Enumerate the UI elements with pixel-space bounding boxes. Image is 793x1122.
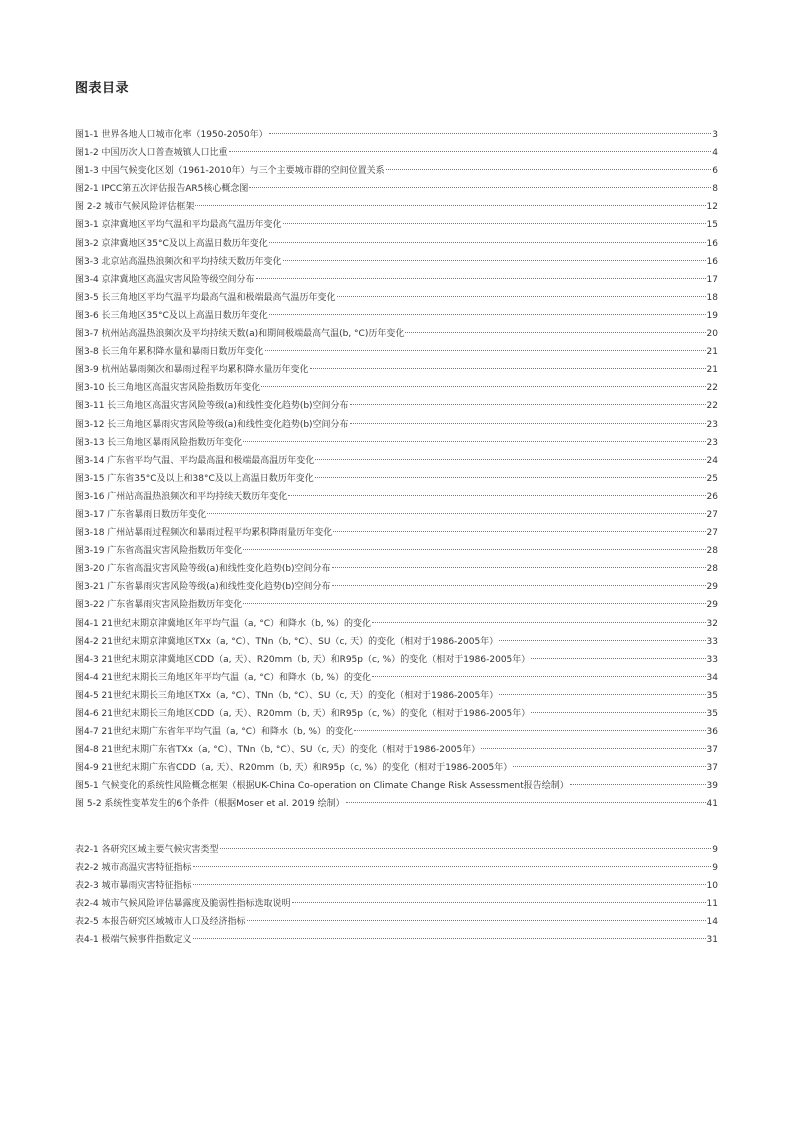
toc-entry-label: 图4-6 21世纪末期长三角地区CDD（a, 天）、R20mm（b, 天）和R95p（c, %）的变化（相对于1986-2005年）: [75, 709, 531, 719]
dot-leader: [195, 205, 705, 206]
toc-entry-page-number: 35: [706, 690, 718, 701]
toc-entry-page-number: 20: [706, 329, 718, 340]
dot-leader: [346, 802, 706, 803]
dot-leader: [531, 712, 705, 713]
dot-leader: [372, 622, 706, 623]
toc-entry-label: 图 2-2 城市气候风险评估框架: [75, 202, 195, 213]
toc-entry-label: 图 5-2 系统性变革发生的6个条件（根据Moser et al. 2019 绘制）: [75, 799, 345, 810]
toc-entry-label: 图4-3 21世纪末期京津冀地区CDD（a, 天）、R20mm（b, 天）和R95p（c, %）的变化（相对于1986-2005年）: [75, 654, 531, 665]
table-toc-entry[interactable]: [75, 931, 718, 949]
toc-entry-page-number: 34: [706, 672, 718, 683]
toc-entry-label: 图3-10 长三角地区高温灾害风险指数历年变化: [75, 383, 261, 394]
dot-leader: [256, 278, 706, 279]
dot-leader: [350, 404, 706, 405]
toc-entry-label: 图3-7 杭州站高温热浪频次及平均持续天数(a)和期间极端最高气温(b, °C)历年变化: [75, 329, 405, 340]
table-toc-entry[interactable]: [75, 895, 718, 913]
toc-entry-label: 图5-1 气候变化的系统性风险概念框架（根据UK-China Co-operation on Climate Change Risk Assessment报告绘制）: [75, 781, 569, 792]
toc-entry-label: 表2-2 城市高温灾害特征指标: [75, 863, 192, 874]
toc-entry-label: 图3-3 北京站高温热浪频次和平均持续天数历年变化: [75, 256, 282, 267]
figure-toc-entry[interactable]: [75, 144, 718, 162]
dot-leader: [229, 151, 712, 152]
dot-leader: [531, 658, 705, 659]
dot-leader: [269, 242, 706, 243]
toc-entry-label: 图3-2 京津冀地区35°C及以上高温日数历年变化: [75, 238, 268, 249]
toc-entry-label: 图4-7 21世纪末期广东省年平均气温（a, °C）和降水（b, %）的变化: [75, 727, 354, 738]
toc-entry-page-number: 37: [706, 745, 718, 756]
figure-toc-entry[interactable]: [75, 325, 718, 343]
dot-leader: [315, 459, 705, 460]
dot-leader: [288, 495, 705, 496]
toc-entry-label: 图3-1 京津冀地区平均气温和平均最高气温历年变化: [75, 220, 282, 231]
dot-leader: [499, 640, 705, 641]
dot-leader: [332, 585, 706, 586]
toc-entry-page-number: 27: [706, 509, 718, 520]
toc-entry-label: 图3-14 广东省平均气温、平均最高温和极端最高温历年变化: [75, 455, 315, 466]
toc-entry-label: 图3-20 广东省高温灾害风险等级(a)和线性变化趋势(b)空间分布: [75, 564, 331, 575]
toc-entry-page-number: 31: [706, 935, 718, 946]
figure-toc-entry[interactable]: [75, 271, 718, 289]
dot-leader: [513, 766, 705, 767]
toc-entry-page-number: 12: [706, 202, 718, 213]
toc-entry-page-number: 6: [712, 166, 718, 177]
toc-entry-page-number: 4: [712, 148, 718, 159]
toc-entry-page-number: 29: [706, 600, 718, 611]
toc-entry-label: 图3-21 广东省暴雨灾害风险等级(a)和线性变化趋势(b)空间分布: [75, 582, 331, 593]
toc-entry-label: 图3-15 广东省35°C及以上和38°C及以上高温日数历年变化: [75, 473, 314, 484]
dot-leader: [333, 531, 705, 532]
toc-entry-page-number: 14: [706, 917, 718, 928]
toc-entry-label: 图4-2 21世纪末期京津冀地区TXx（a, °C）、TNn（b, °C）、SU（c, 天）的变化（相对于1986-2005年）: [75, 636, 499, 647]
toc-entry-page-number: 39: [706, 781, 718, 792]
toc-entry-label: 图4-8 21世纪末期广东省TXx（a, °C）、TNn（b, °C）、SU（c, 天）的变化（相对于1986-2005年）: [75, 745, 481, 756]
toc-entry-label: 图3-4 京津冀地区高温灾害风险等级空间分布: [75, 274, 255, 285]
toc-entry-page-number: 23: [706, 419, 718, 430]
table-toc-entry[interactable]: [75, 841, 718, 859]
figure-toc-entry[interactable]: [75, 416, 718, 434]
toc-entry-label: 图1-2 中国历次人口普查城镇人口比重: [75, 148, 228, 159]
table-toc-entry[interactable]: [75, 859, 718, 877]
dot-leader: [243, 603, 705, 604]
figure-toc-entry[interactable]: [75, 253, 718, 271]
figure-toc-entry[interactable]: [75, 506, 718, 524]
toc-entry-page-number: 28: [706, 564, 718, 575]
toc-entry-page-number: 37: [706, 763, 718, 774]
dot-leader: [283, 260, 706, 261]
toc-entry-label: 图3-5 长三角地区平均气温平均最高气温和极端最高气温历年变化: [75, 292, 336, 303]
toc-entry-page-number: 16: [706, 238, 718, 249]
toc-entry-label: 表2-3 城市暴雨灾害特征指标: [75, 881, 192, 892]
figure-list: [75, 126, 718, 814]
figure-toc-entry[interactable]: [75, 235, 718, 253]
dot-leader: [292, 902, 706, 903]
toc-entry-label: 图3-22 广东省暴雨灾害风险指数历年变化: [75, 600, 243, 611]
toc-entry-page-number: 8: [712, 184, 718, 195]
toc-entry-page-number: 33: [706, 654, 718, 665]
dot-leader: [193, 938, 706, 939]
toc-entry-page-number: 16: [706, 256, 718, 267]
toc-entry-page-number: 21: [706, 347, 718, 358]
figure-toc-entry[interactable]: [75, 488, 718, 506]
toc-entry-label: 表2-1 各研究区域主要气候灾害类型: [75, 845, 219, 855]
figure-toc-entry[interactable]: [75, 198, 718, 216]
dot-leader: [269, 133, 712, 134]
toc-entry-page-number: 9: [712, 845, 718, 855]
dot-leader: [249, 187, 711, 188]
toc-entry-page-number: 32: [706, 618, 718, 629]
figure-toc-entry[interactable]: [75, 289, 718, 307]
toc-entry-page-number: 22: [706, 401, 718, 412]
toc-entry-page-number: 36: [706, 727, 718, 738]
toc-entry-page-number: 22: [706, 383, 718, 394]
dot-leader: [310, 368, 706, 369]
toc-entry-label: 图3-8 长三角年累积降水量和暴雨日数历年变化: [75, 347, 264, 358]
toc-entry-label: 图4-5 21世纪末期长三角地区TXx（a, °C）、TNn（b, °C）、SU（c, 天）的变化（相对于1986-2005年）: [75, 690, 499, 701]
figure-toc-entry[interactable]: [75, 162, 718, 180]
toc-entry-label: 图2-1 IPCC第五次评估报告AR5核心概念图: [75, 184, 249, 195]
toc-entry-label: 图1-3 中国气候变化区划（1961-2010年）与三个主要城市群的空间位置关系: [75, 166, 385, 177]
toc-entry-page-number: 41: [706, 799, 718, 810]
dot-leader: [193, 866, 712, 867]
toc-entry-label: 图1-1 世界各地人口城市化率（1950-2050年）: [75, 130, 268, 140]
toc-entry-label: 图4-4 21世纪末期长三角地区年平均气温（a, °C）和降水（b, %）的变化: [75, 672, 372, 683]
figure-toc-entry[interactable]: [75, 216, 718, 234]
toc-entry-label: 图3-12 长三角地区暴雨灾害风险等级(a)和线性变化趋势(b)空间分布: [75, 419, 349, 430]
figure-toc-entry[interactable]: [75, 524, 718, 542]
dot-leader: [269, 314, 706, 315]
figure-toc-entry[interactable]: [75, 741, 718, 759]
dot-leader: [481, 748, 705, 749]
toc-entry-page-number: 3: [712, 130, 718, 140]
figure-toc-entry[interactable]: [75, 397, 718, 415]
figure-toc-entry[interactable]: [75, 470, 718, 488]
toc-entry-page-number: 23: [706, 437, 718, 448]
toc-entry-page-number: 9: [712, 863, 718, 874]
table-toc-entry[interactable]: [75, 877, 718, 895]
dot-leader: [193, 884, 706, 885]
toc-entry-label: 图3-9 杭州站暴雨频次和暴雨过程平均累积降水量历年变化: [75, 365, 309, 376]
figure-toc-entry[interactable]: [75, 434, 718, 452]
toc-entry-label: 图3-11 长三角地区高温灾害风险等级(a)和线性变化趋势(b)空间分布: [75, 401, 349, 412]
dot-leader: [337, 296, 706, 297]
figure-toc-entry[interactable]: [75, 596, 718, 614]
figure-toc-entry[interactable]: [75, 669, 718, 687]
toc-entry-page-number: 11: [706, 899, 718, 910]
dot-leader: [220, 848, 712, 849]
figure-toc-entry[interactable]: [75, 578, 718, 596]
toc-entry-label: 图4-1 21世纪末期京津冀地区年平均气温（a, °C）和降水（b, %）的变化: [75, 618, 372, 629]
toc-entry-page-number: 21: [706, 365, 718, 376]
figure-toc-entry[interactable]: [75, 759, 718, 777]
toc-entry-label: 图3-13 长三角地区暴雨风险指数历年变化: [75, 437, 243, 448]
toc-entry-page-number: 28: [706, 546, 718, 557]
dot-leader: [243, 441, 705, 442]
dot-leader: [350, 423, 706, 424]
page-title: 图表目录: [75, 81, 130, 96]
dot-leader: [247, 920, 706, 921]
table-list: [75, 841, 718, 950]
toc-entry-page-number: 35: [706, 709, 718, 719]
toc-entry-label: 图3-6 长三角地区35°C及以上高温日数历年变化: [75, 310, 268, 321]
dot-leader: [207, 513, 705, 514]
figure-toc-entry[interactable]: [75, 379, 718, 397]
toc-entry-label: 图3-17 广东省暴雨日数历年变化: [75, 509, 207, 520]
dot-leader: [332, 567, 706, 568]
toc-entry-page-number: 10: [706, 881, 718, 892]
dot-leader: [354, 730, 706, 731]
figure-toc-entry[interactable]: [75, 687, 718, 705]
toc-entry-page-number: 27: [706, 528, 718, 539]
dot-leader: [372, 676, 706, 677]
figure-toc-entry[interactable]: [75, 126, 718, 144]
toc-entry-label: 表4-1 极端气候事件指数定义: [75, 935, 192, 946]
figure-toc-entry[interactable]: [75, 633, 718, 651]
dot-leader: [243, 549, 705, 550]
dot-leader: [283, 223, 706, 224]
figure-toc-entry[interactable]: [75, 180, 718, 198]
figure-toc-entry[interactable]: [75, 777, 718, 795]
figure-toc-entry[interactable]: [75, 723, 718, 741]
toc-entry-page-number: 33: [706, 636, 718, 647]
figure-toc-entry[interactable]: [75, 615, 718, 633]
toc-entry-page-number: 29: [706, 582, 718, 593]
toc-entry-page-number: 19: [706, 310, 718, 321]
toc-entry-label: 图3-16 广州站高温热浪频次和平均持续天数历年变化: [75, 491, 288, 502]
figure-toc-entry[interactable]: [75, 651, 718, 669]
toc-entry-label: 表2-5 本报告研究区域城市人口及经济指标: [75, 917, 246, 928]
toc-entry-label: 图3-19 广东省高温灾害风险指数历年变化: [75, 546, 243, 557]
toc-entry-page-number: 25: [706, 473, 718, 484]
dot-leader: [570, 784, 706, 785]
dot-leader: [315, 477, 706, 478]
figure-toc-entry[interactable]: [75, 452, 718, 470]
figure-toc-entry[interactable]: [75, 542, 718, 560]
dot-leader: [265, 350, 706, 351]
toc-entry-page-number: 15: [706, 220, 718, 231]
toc-entry-page-number: 26: [706, 491, 718, 502]
figure-toc-entry[interactable]: [75, 705, 718, 723]
toc-entry-page-number: 18: [706, 292, 718, 303]
figure-toc-entry[interactable]: [75, 307, 718, 325]
toc-entry-label: 图4-9 21世纪末期广东省CDD（a, 天）、R20mm（b, 天）和R95p（c, %）的变化（相对于1986-2005年）: [75, 763, 513, 774]
toc-entry-page-number: 17: [706, 274, 718, 285]
toc-entry-label: 图3-18 广州站暴雨过程频次和暴雨过程平均累积降雨量历年变化: [75, 528, 333, 539]
dot-leader: [261, 386, 705, 387]
figure-toc-entry[interactable]: [75, 795, 718, 813]
figure-toc-entry[interactable]: [75, 343, 718, 361]
table-toc-entry[interactable]: [75, 913, 718, 931]
dot-leader: [386, 169, 712, 170]
toc-entry-label: 表2-4 城市气候风险评估暴露度及脆弱性指标选取说明: [75, 899, 291, 910]
dot-leader: [499, 694, 705, 695]
figure-toc-entry[interactable]: [75, 560, 718, 578]
figure-toc-entry[interactable]: [75, 361, 718, 379]
dot-leader: [405, 332, 705, 333]
toc-entry-page-number: 24: [706, 455, 718, 466]
